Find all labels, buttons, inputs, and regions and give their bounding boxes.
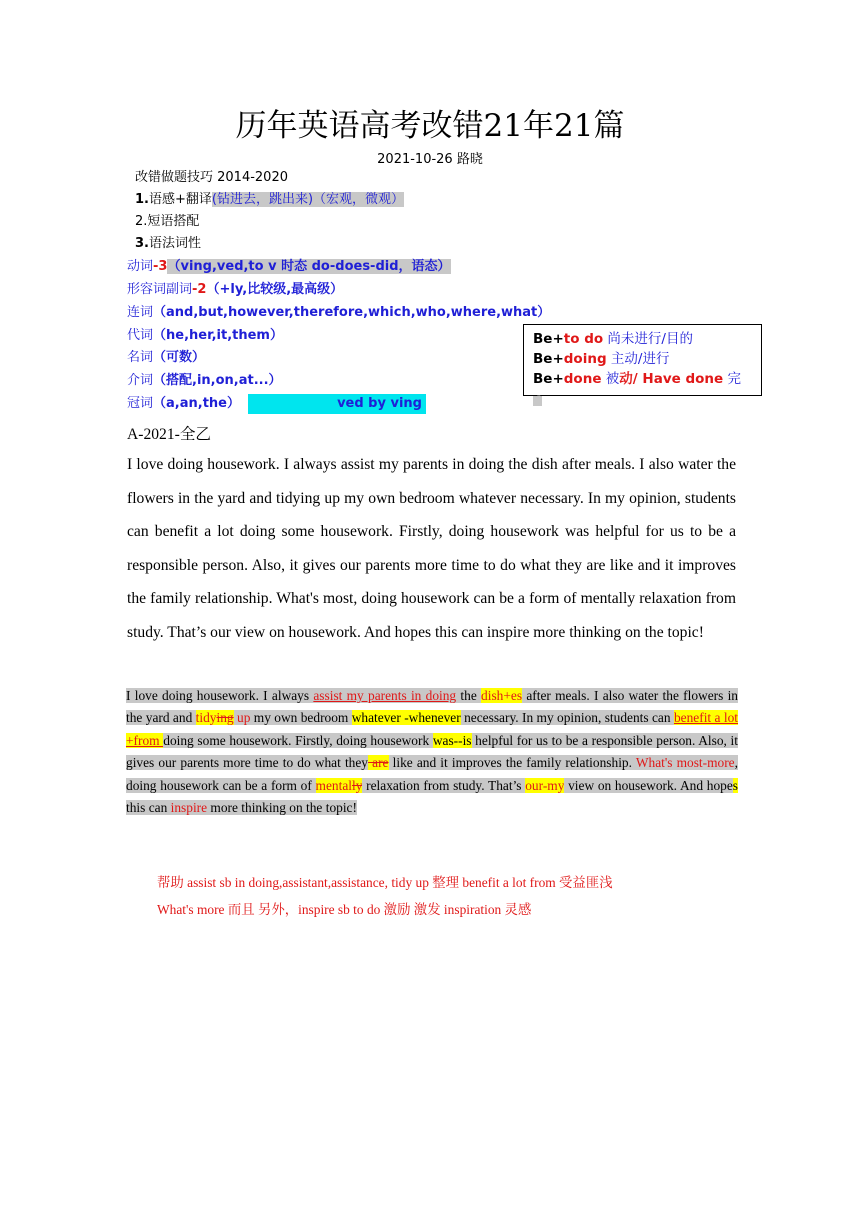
corr-s20b: ly <box>352 777 363 793</box>
box-red-1: to do <box>563 331 604 347</box>
corr-s1: I love doing housework. I always <box>126 688 314 703</box>
tip-2 <box>135 212 199 232</box>
corr-s11: necessary. In my opinion, students can <box>460 710 674 726</box>
note-line-2: What's more 而且 另外，inspire sb to do 激励 激发 inspiration 灵感 <box>157 902 532 917</box>
corr-s17: like and it improves the family relationship. <box>388 755 636 771</box>
corr-s16: are <box>368 755 389 771</box>
box-blue-1: 尚未进行/目的 <box>603 331 693 347</box>
corr-s10: whatever -whenever <box>351 710 461 726</box>
box-red-3: done <box>563 371 602 387</box>
corr-s25: this can <box>126 800 171 816</box>
box-be-2: Be+ <box>533 351 564 367</box>
tip-1-highlight: (钻进去，跳出来)（宏观，微观） <box>211 192 405 207</box>
box-blue-3: 被 <box>601 371 620 387</box>
box-be-3: Be+ <box>533 371 564 387</box>
tip-3 <box>135 234 201 254</box>
category-adj-adv <box>127 280 343 300</box>
date-author-line: 2021-10-26 路晓 <box>377 152 483 167</box>
verb-label: 动词 <box>127 259 154 274</box>
corr-s9: my own bedroom <box>250 710 352 726</box>
tip-2-text: 2.短语搭配 <box>135 214 200 229</box>
corr-s6b: ing <box>216 710 234 726</box>
verb-highlight: （ving,ved,to v 时态 do-does-did，语态） <box>167 259 451 274</box>
page-title: 历年英语高考改错21年21篇 <box>235 108 625 144</box>
pron-label: 代词 <box>127 328 154 343</box>
noun-rest: （可数） <box>153 350 206 365</box>
corr-s4: dish+es <box>481 688 523 703</box>
original-passage: I love doing housework. I always assist my parents in doing the dish after meals. I also water the flowers in the yard and tidying up my own bedroom whatever necessary. In my opinion, students can benefit a lot doing some housework. Firstly, doing housework was helpful for us to be a responsible person. Also, it gives our parents more time to do what they are like and it improves the family relationship. What's most, doing housework can be a form of mentally relaxation from study. That’s our view on housework. And hopes this can inspire more thinking on the topic! <box>127 456 736 641</box>
tip-3-num: 3. <box>135 236 149 251</box>
corr-s3: the <box>456 688 482 703</box>
noun-label: 名词 <box>127 350 154 365</box>
box-gray-3: 成 <box>533 396 543 406</box>
prep-label: 介词 <box>127 373 154 388</box>
category-noun <box>127 348 205 368</box>
box-red-3b: 动/ Have done <box>619 371 724 387</box>
category-article <box>127 394 426 414</box>
corr-s8: up <box>237 710 251 726</box>
corr-s14: was--is <box>432 732 472 748</box>
adj-label: 形容词副词 <box>127 282 193 297</box>
category-pronoun <box>127 326 283 346</box>
box-blue-3b: 完 <box>723 371 741 387</box>
adj-count: -2 <box>192 282 207 297</box>
tip-1-label: 语感+翻译 <box>148 192 212 207</box>
tip-3-label: 语法词性 <box>148 236 201 251</box>
box-red-2: doing <box>563 351 607 367</box>
corr-s20a: mental <box>315 777 352 793</box>
grammar-box <box>523 324 762 406</box>
tips-heading-text: 改错做题技巧 2014-2020 <box>135 170 288 185</box>
corr-s5: after meals. I also water the flowers in the yard and <box>126 688 738 726</box>
box-line-3 <box>533 369 761 406</box>
corr-s2: assist my parents in doing <box>313 688 457 703</box>
corr-s18: What's most-more <box>635 755 735 771</box>
conj-label: 连词 <box>127 305 154 320</box>
corr-s12: benefit a lot +from <box>126 710 738 748</box>
note-line-1: 帮助 assist sb in doing,assistant,assistance, tidy up 整理 benefit a lot from 受益匪浅 <box>157 875 613 890</box>
box-line-2 <box>533 349 761 369</box>
verb-count: -3 <box>153 259 168 274</box>
corr-s22: our-my <box>525 777 565 793</box>
corr-s15: helpful for us to be a responsible person. Also, it gives our parents more time to do what they <box>126 732 738 771</box>
corr-s13: doing some housework. Firstly, doing housework <box>163 732 433 748</box>
art-rest: （a,an,the） <box>153 396 240 411</box>
tip-1 <box>135 190 404 210</box>
prep-rest: （搭配,in,on,at...） <box>153 373 282 388</box>
category-conjunction <box>127 303 550 323</box>
adj-rest: （+ly,比较级,最高级） <box>206 282 344 297</box>
art-highlight: ved by ving <box>248 394 426 414</box>
category-verb <box>127 257 451 277</box>
corr-s19: , doing housework can be a form of <box>126 755 738 793</box>
corr-s21: relaxation from study. That’s <box>362 777 526 793</box>
corr-s6a: tidy <box>195 710 217 726</box>
tips-heading <box>135 168 288 188</box>
corr-s23: view on housework. And hope <box>564 777 733 793</box>
box-be-1: Be+ <box>533 331 564 347</box>
category-preposition <box>127 371 282 391</box>
corrected-passage <box>126 685 738 819</box>
corr-s26: inspire <box>170 800 208 816</box>
art-label: 冠词 <box>127 396 154 411</box>
conj-rest: （and,but,however,therefore,which,who,where,what） <box>153 305 551 320</box>
section-label: A-2021-全乙 <box>127 426 212 443</box>
box-line-1 <box>533 329 761 349</box>
corr-s27: more thinking on the topic! <box>207 800 357 816</box>
box-blue-2: 主动/进行 <box>606 351 670 367</box>
pron-rest: （he,her,it,them） <box>153 328 283 343</box>
tip-1-num: 1. <box>135 192 149 207</box>
corr-s24: s <box>732 777 739 793</box>
